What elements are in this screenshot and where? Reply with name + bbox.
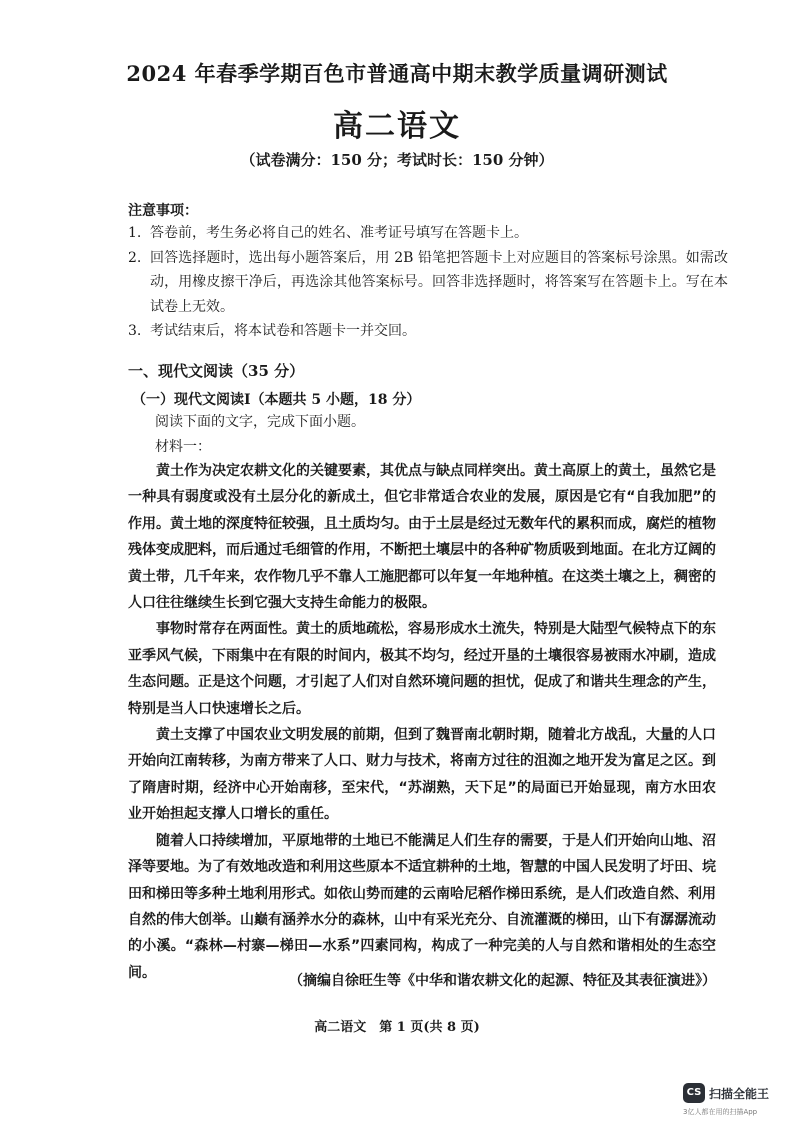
- subject-title: 高二语文: [333, 109, 461, 144]
- notice-item-number: 3.: [128, 323, 142, 339]
- scanner-watermark: [683, 1083, 791, 1119]
- notice-item-number: 1.: [128, 225, 142, 241]
- notice-item-number: 2.: [128, 249, 142, 266]
- notice-heading: 注意事项：: [128, 203, 198, 219]
- notice-list: [128, 221, 728, 344]
- material-label: 材料一：: [155, 439, 211, 455]
- notice-item: [128, 221, 728, 246]
- score-duration-line: （试卷满分：150 分；考试时长：150 分钟）: [240, 151, 554, 169]
- scanner-tagline: 3亿人都在用的扫描App: [683, 1108, 758, 1116]
- page-footer: 高二语文 第 1 页(共 8 页): [314, 1020, 480, 1035]
- notice-item-text: 回答选择题时，选出每小题答案后，用 2B 铅笔把答题卡上对应题目的答案标号涂黑。如需改动，用橡皮擦干净后，再选涂其他答案标号。回答非选择题时，将答案写在答题卡上。写在本试卷上无效。: [150, 249, 728, 315]
- notice-item-text: 答卷前，考生务必将自己的姓名、准考证号填写在答题卡上。: [150, 225, 528, 241]
- passage-source: （摘编自徐旺生等《中华和谐农耕文化的起源、特征及其表征演进》）: [289, 973, 716, 989]
- passage-paragraph: 黄土作为决定农耕文化的关键要素，其优点与缺点同样突出。黄土高原上的黄土，虽然它是一种具有弱度或没有土层分化的新成土，但它非常适合农业的发展，原因是它有“自我加肥”的作用。黄土地的深度特征较强，且土质均匀。由于土层是经过无数年代的累积而成，腐烂的植物残体变成肥料，而后通过毛细管的作用，不断把土壤层中的各种矿物质吸到地面。在北方辽阔的黄土带，几千年来，农作物几乎不靠人工施肥都可以年复一年地种植。在这类土壤之上，稠密的人口往往继续生长到它强大支持生命能力的极限。: [128, 463, 716, 612]
- notice-item: [128, 246, 728, 320]
- reading-passage: [128, 458, 716, 986]
- scanner-app-name: 扫描全能王: [709, 1087, 770, 1101]
- subsection-heading: （一）现代文阅读Ⅰ（本题共 5 小题，18 分）: [132, 392, 421, 408]
- passage-paragraph: 黄土支撑了中国农业文明发展的前期，但到了魏晋南北朝时期，随着北方战乱，大量的人口开始向江南转移，为南方带来了人口、财力与技术，将南方过往的沮洳之地开发为富足之区。到了隋唐时期，经济中心开始南移，至宋代，“苏湖熟，天下足”的局面已开始显现，南方水田农业开始担起支撑人口增长的重任。: [128, 727, 716, 823]
- notice-item: [128, 319, 728, 344]
- notice-item-text: 考试结束后，将本试卷和答题卡一并交回。: [150, 323, 416, 339]
- exam-title: 2024 年春季学期百色市普通高中期末教学质量调研测试: [126, 61, 668, 86]
- camscanner-logo-icon: CS: [683, 1083, 705, 1103]
- passage-paragraph: 事物时常存在两面性。黄土的质地疏松，容易形成水土流失，特别是大陆型气候特点下的东亚季风气候，下雨集中在有限的时间内，极其不均匀，经过开垦的土壤很容易被雨水冲刷，造成生态问题。正是这个问题，才引起了人们对自然环境问题的担忧，促成了和谐共生理念的产生，特别是当人口快速增长之后。: [128, 621, 716, 717]
- section-heading: 一、现代文阅读（35 分）: [128, 362, 305, 380]
- passage-paragraph: 随着人口持续增加，平原地带的土地已不能满足人们生存的需要，于是人们开始向山地、沼泽等要地。为了有效地改造和利用这些原本不适宜耕种的土地，智慧的中国人民发明了圩田、垸田和梯田等多种土地利用形式。如依山势而建的云南哈尼稻作梯田系统，是人们改造自然、利用自然的伟大创举。山巅有涵养水分的森林，山中有采光充分、自流灌溉的梯田，山下有潺潺流动的小溪。“森林—村寨—梯田—水系”四素同构，构成了一种完美的人与自然和谐相处的生态空间。: [128, 832, 716, 981]
- reading-instruction: 阅读下面的文字，完成下面小题。: [155, 414, 365, 430]
